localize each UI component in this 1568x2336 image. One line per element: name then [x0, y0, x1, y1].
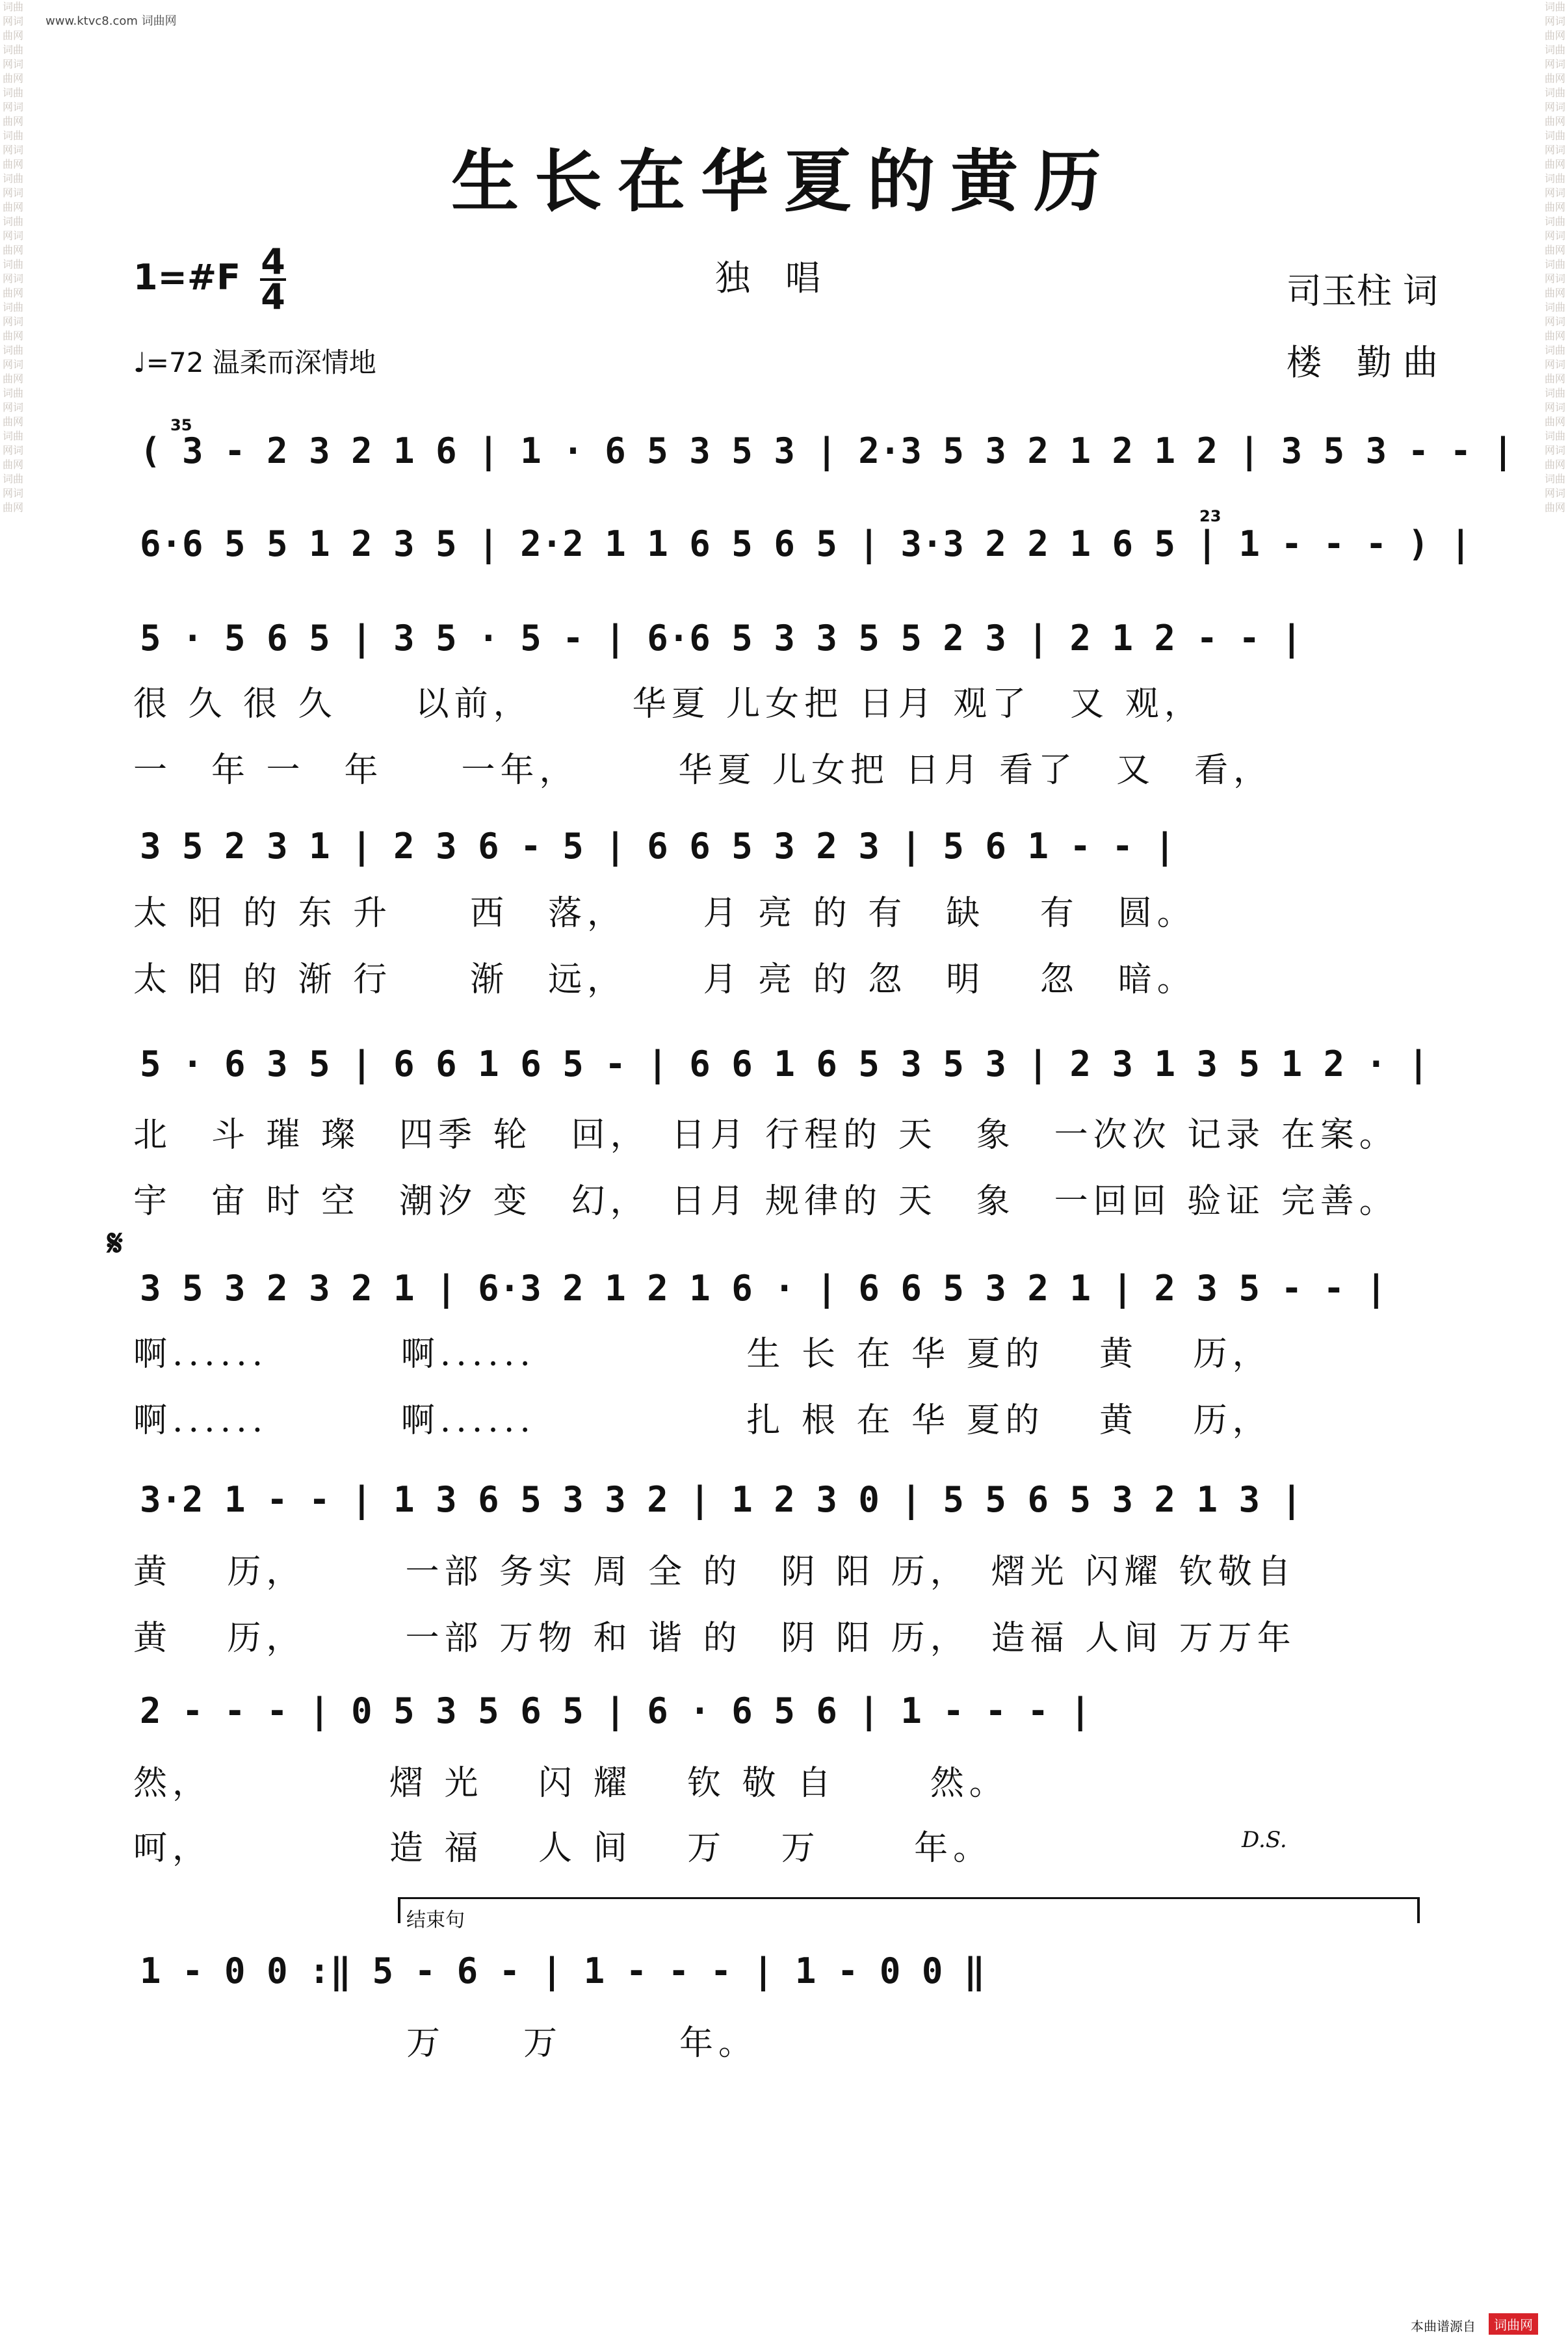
page-title: 生长在华夏的黄历: [451, 141, 1117, 221]
lyric-line: 太 阳 的 东 升 西 落， 月 亮 的 有 缺 有 圆。: [133, 894, 1196, 933]
lyric-line: 黄 历， 一部 万物 和 谐 的 阴 阳 历， 造福 人间 万万年: [133, 1619, 1296, 1658]
grace-note: 35: [170, 416, 192, 434]
ending-bracket: [398, 1897, 1418, 1899]
footer-source: 本曲谱源自: [1411, 2318, 1476, 2334]
segno-sign: 𝄋: [107, 1222, 124, 1265]
time-signature-top: 4: [261, 241, 285, 282]
grace-note: 23: [1199, 507, 1222, 525]
time-signature: [260, 241, 286, 317]
notation-line-2: 6·6 5 5 1 2 3 5 | 2·2 1 1 6 5 6 5 | 3·3 2 2 1 6 5 | 1 - - - ) |: [140, 523, 1472, 564]
notation-line-5: 5 · 6 3 5 | 6 6 1 6 5 - | 6 6 1 6 5 3 5 3 | 2 3 1 3 5 1 2 · |: [140, 1043, 1430, 1084]
lyric-line: 一 年 一 年 一年， 华夏 儿女把 日月 看了 又 看，: [133, 751, 1273, 790]
composer: 楼 勤 曲: [1286, 342, 1438, 383]
notation-line-6: 3 5 3 2 3 2 1 | 6·3 2 1 2 1 6 · | 6 6 5 3 2 1 | 2 3 5 - - |: [140, 1268, 1387, 1309]
tempo-marking: ♩=72 温柔而深情地: [133, 347, 376, 378]
lyric-line: 呵， 造 福 人 间 万 万 年。: [133, 1829, 993, 1868]
ds-marker: D.S.: [1242, 1827, 1287, 1853]
left-edge-watermark: 词曲网词曲网词曲网词曲网词曲网词曲网词曲网词曲网词曲网词曲网词曲网词曲网词曲网词曲网词曲网词曲网词曲网词曲网词曲网词曲网词曲网词曲网词曲网词曲网: [2, 1, 23, 514]
lyric-line: 啊...... 啊...... 生 长 在 华 夏的 黄 历，: [133, 1335, 1272, 1374]
lyric-line: 很 久 很 久 以前， 华夏 儿女把 日月 观了 又 观，: [133, 685, 1203, 724]
right-edge-watermark: 词曲网词曲网词曲网词曲网词曲网词曲网词曲网词曲网词曲网词曲网词曲网词曲网词曲网词曲网词曲网词曲网词曲网词曲网词曲网词曲网词曲网词曲网词曲网词曲网: [1544, 1, 1565, 514]
notation-line-4: 3 5 2 3 1 | 2 3 6 - 5 | 6 6 5 3 2 3 | 5 6 1 - - |: [140, 826, 1176, 867]
lyricist: 司玉柱 词: [1286, 270, 1438, 311]
lyric-line: 啊...... 啊...... 扎 根 在 华 夏的 黄 历，: [133, 1401, 1272, 1440]
ending-bracket-left: [398, 1897, 400, 1923]
performance-form: 独 唱: [715, 257, 820, 298]
footer-site-logo: 词曲网: [1489, 2313, 1538, 2335]
notation-line-8: 2 - - - | 0 5 3 5 6 5 | 6 · 6 5 6 | 1 - - - |: [140, 1690, 1091, 1731]
time-signature-bottom: 4: [261, 276, 285, 317]
notation-line-9: 1 - 0 0 :‖ 5 - 6 - | 1 - - - | 1 - 0 0 ‖: [140, 1950, 986, 1991]
ending-label: 结束句: [406, 1909, 465, 1932]
notation-line-7: 3·2 1 - - | 1 3 6 5 3 3 2 | 1 2 3 0 | 5 5 6 5 3 2 1 3 |: [140, 1479, 1303, 1520]
top-left-watermark: www.ktvc8.com 词曲网: [46, 14, 177, 28]
lyric-line: 北 斗 璀 璨 四季 轮 回， 日月 行程的 天 象 一次次 记录 在案。: [133, 1116, 1398, 1155]
lyric-line: 宇 宙 时 空 潮汐 变 幻， 日月 规律的 天 象 一回回 验证 完善。: [133, 1182, 1398, 1221]
lyric-line: 黄 历， 一部 务实 周 全 的 阴 阳 历， 熠光 闪耀 钦敬自: [133, 1553, 1296, 1592]
notation-line-1: ( 3 - 2 3 2 1 6 | 1 · 6 5 3 5 3 | 2·3 5 3 2 1 2 1 2 | 3 5 3 - - |: [140, 430, 1514, 471]
ending-bracket-right: [1417, 1897, 1420, 1923]
notation-line-3: 5 · 5 6 5 | 3 5 · 5 - | 6·6 5 3 3 5 5 2 3 | 2 1 2 - - |: [140, 618, 1303, 659]
key-signature: 1=#F: [133, 257, 241, 298]
lyric-line: 太 阳 的 渐 行 渐 远， 月 亮 的 忽 明 忽 暗。: [133, 960, 1196, 999]
lyric-line: 然， 熠 光 闪 耀 钦 敬 自 然。: [133, 1764, 1008, 1803]
lyric-line: 万 万 年。: [133, 2024, 758, 2063]
